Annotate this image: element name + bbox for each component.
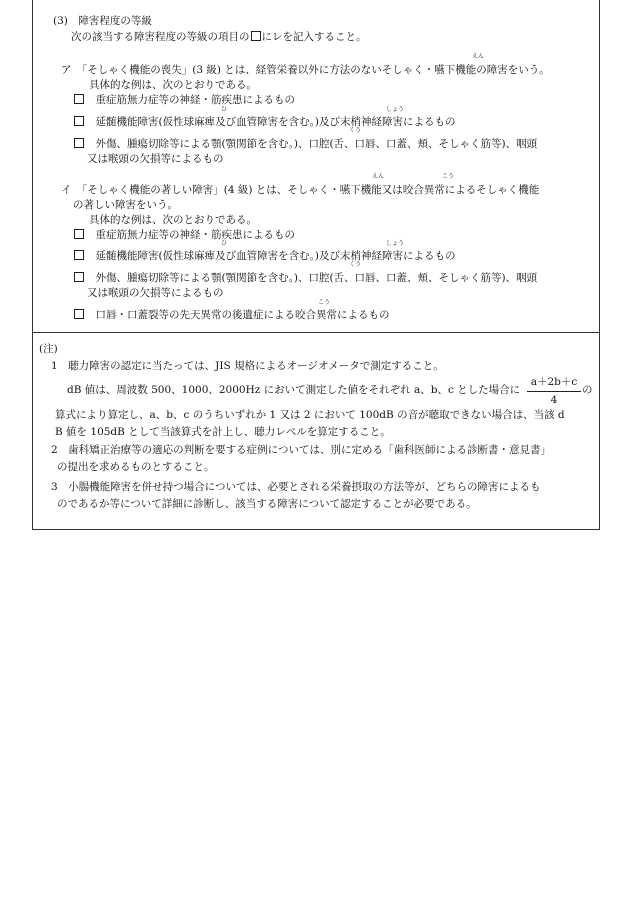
note-3-cont: のであるか等について詳細に診断し、該当する障害について認定することが必要である。 (57, 498, 477, 510)
grade4-item-3-cont: 又は喉頭の欠損等によるもの (87, 287, 224, 299)
checkbox[interactable] (74, 250, 84, 260)
instruction-text: 次の該当する障害程度の等級の項目の にレを記入すること。 (71, 31, 367, 43)
note-1-cont-1: 算式により算定し、a、b、c のうちいずれか 1 又は 2 において 100dB の音が聴取できない場合は、当該 d (55, 409, 565, 421)
checkbox[interactable] (74, 229, 84, 239)
ruby-shou: しょう (386, 240, 405, 247)
checkbox-symbol-icon (251, 31, 261, 41)
formula-fraction (527, 375, 581, 407)
document-frame (32, 0, 600, 530)
ruby-shou: しょう (386, 106, 405, 113)
grade-section (33, 0, 599, 333)
section-heading: (3) 障害程度の等級 (53, 15, 152, 27)
notes-title: (注) (39, 343, 58, 355)
grade3-item-2[interactable]: 延髄機能障害(仮性球麻痺及び血管障害を含む。)及び末梢神経障害によるもの (73, 115, 455, 129)
checkbox[interactable] (74, 138, 84, 148)
ruby-en: えん (372, 173, 385, 180)
checkbox[interactable] (74, 116, 84, 126)
note-1-formula-text: dB 値は、周波数 500、1000、2000Hz において測定した値をそれぞれ a、b、c とした場合に (67, 384, 521, 396)
ruby-en: えん (472, 53, 485, 60)
ruby-kuu: くう (349, 261, 362, 268)
checkbox[interactable] (74, 94, 84, 104)
note-2-cont: の提出を求めるものとすること。 (57, 461, 215, 473)
note-3: 3 小腸機能障害を併せ持つ場合については、必要とされる栄養摂取の方法等が、どちらの障害によるも (51, 481, 541, 493)
grade4-definition-cont: の著しい障害をいう。 (73, 199, 178, 211)
checkbox[interactable] (74, 272, 84, 282)
note-1-cont-2: B 値を 105dB として当該算式を計上し、聴力レベルを算定すること。 (55, 426, 391, 438)
grade4-item-3[interactable]: 外傷、腫瘍切除等による顎(顎関節を含む。)、口腔(舌、口唇、口蓋、頬、そしゃく筋等)、咽頭 (73, 271, 537, 285)
grade3-item-3-cont: 又は喉頭の欠損等によるもの (87, 153, 224, 165)
grade4-item-2[interactable]: 延髄機能障害(仮性球麻痺及び血管障害を含む。)及び末梢神経障害によるもの (73, 249, 455, 263)
grade3-definition: ア 「そしゃく機能の喪失」(3 級) とは、経管栄養以外に方法のないそしゃく・嚥下機能の障害をいう。 (61, 64, 550, 76)
note-2: 2 歯科矯正治療等の適応の判断を要する症例については、別に定める「歯科医師による診断書・意見書」 (51, 444, 551, 456)
grade4-item-4[interactable]: 口唇・口蓋裂等の先天異常の後遺症による咬合異常によるもの (73, 308, 390, 322)
fraction-denominator: 4 (550, 394, 558, 407)
note-1-formula-tail: の (582, 384, 593, 396)
grade4-item-1[interactable]: 重症筋無力症等の神経・筋疾患によるもの (73, 228, 295, 242)
notes-section (33, 333, 599, 530)
ruby-kou: こう (442, 173, 455, 180)
ruby-kuu: くう (349, 127, 362, 134)
note-1: 1 聴力障害の認定に当たっては、JIS 規格によるオージオメータで測定すること。 (51, 360, 444, 372)
grade3-item-3[interactable]: 外傷、腫瘍切除等による顎(顎関節を含む。)、口腔(舌、口唇、口蓋、頬、そしゃく筋等)、咽頭 (73, 137, 537, 151)
checkbox[interactable] (74, 309, 84, 319)
ruby-hi: ひ (221, 240, 228, 247)
grade3-item-1[interactable]: 重症筋無力症等の神経・筋疾患によるもの (73, 93, 295, 107)
grade4-definition: イ 「そしゃく機能の著しい障害」(4 級) とは、そしゃく・嚥下機能又は咬合異常によるそしゃく機能 (61, 184, 540, 196)
fraction-numerator: a＋2b＋c (527, 375, 581, 392)
grade4-examples-lead: 具体的な例は、次のとおりである。 (89, 214, 257, 226)
grade3-examples-lead: 具体的な例は、次のとおりである。 (89, 79, 257, 91)
ruby-hi: ひ (221, 106, 228, 113)
ruby-kou: こう (318, 299, 331, 306)
